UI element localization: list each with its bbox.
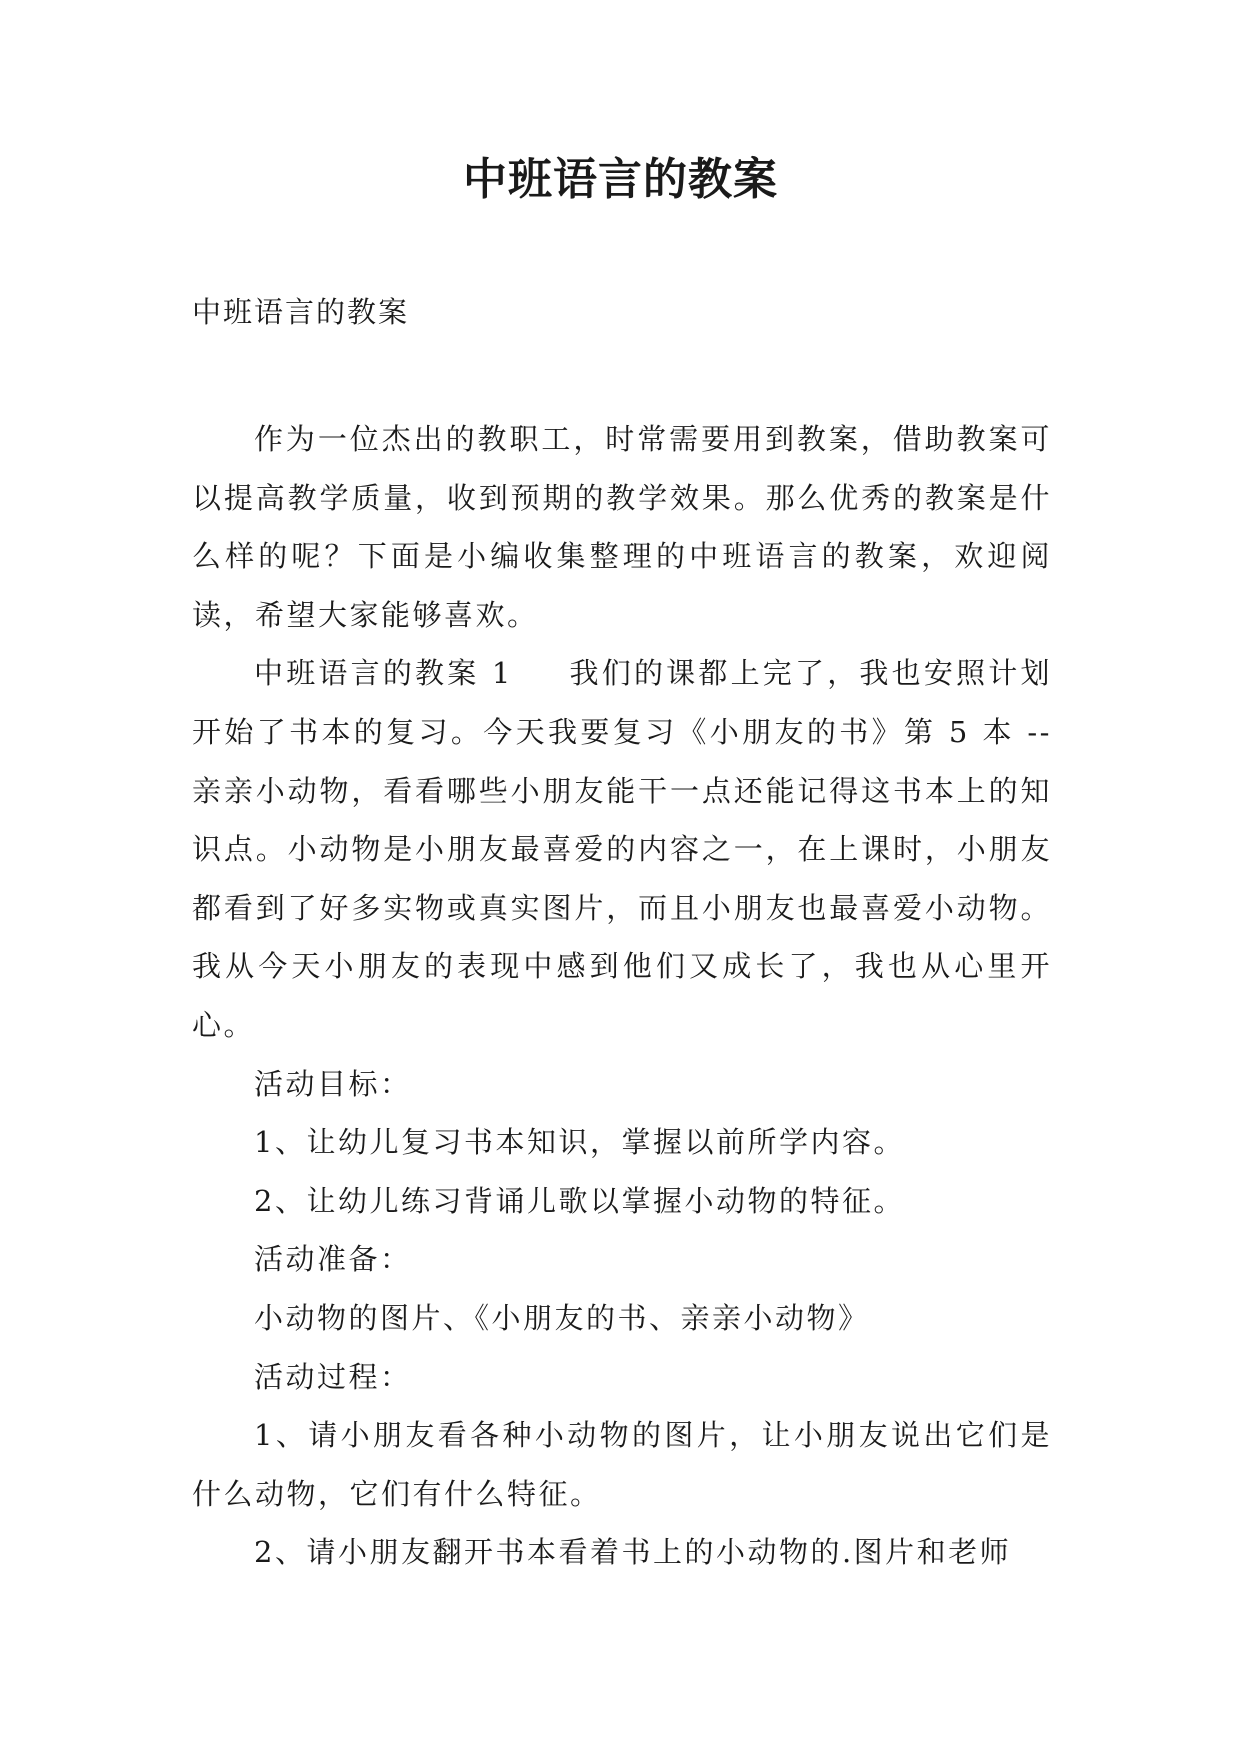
prep-heading: 活动准备： [254, 1242, 412, 1277]
process-item-1: 1、请小朋友看各种小动物的图片，让小朋友说出它们是什么动物，它们有什么特征。 [192, 1418, 1052, 1511]
goal-item-1: 1、让幼儿复习书本知识，掌握以前所学内容。 [254, 1125, 905, 1160]
section1-text: 我们的课都上完了，我也安照计划开始了书本的复习。今天我要复习《小朋友的书》第 5 本 --亲亲小动物，看看哪些小朋友能干一点还能记得这书本上的知识点。小动物是小朋友最喜爱的内容之一，在上课时，小朋友都看到了好多实物或真实图片，而且小朋友也最喜爱小动物。我从今天小朋友的表现中感到他们又成长了，我也从心里开心。 [192, 656, 1052, 1042]
document-body [192, 410, 1052, 1582]
process-item-2: 2、请小朋友翻开书本看着书上的小动物的.图片和老师 [254, 1535, 1012, 1570]
document-title: 中班语言的教案 [463, 154, 778, 205]
process-heading: 活动过程： [254, 1359, 412, 1394]
goals-heading: 活动目标： [254, 1066, 412, 1101]
section1-heading: 中班语言的教案 1 [254, 656, 513, 691]
goal-item-2: 2、让幼儿练习背诵儿歌以掌握小动物的特征。 [254, 1183, 905, 1218]
document-subtitle: 中班语言的教案 [192, 295, 410, 329]
intro-paragraph: 作为一位杰出的教职工，时常需要用到教案，借助教案可以提高教学质量，收到预期的教学效果。那么优秀的教案是什么样的呢？下面是小编收集整理的中班语言的教案，欢迎阅读，希望大家能够喜欢。 [192, 422, 1052, 632]
section1-paragraph [192, 644, 1052, 1054]
prep-text: 小动物的图片、《小朋友的书、亲亲小动物》 [254, 1300, 870, 1335]
